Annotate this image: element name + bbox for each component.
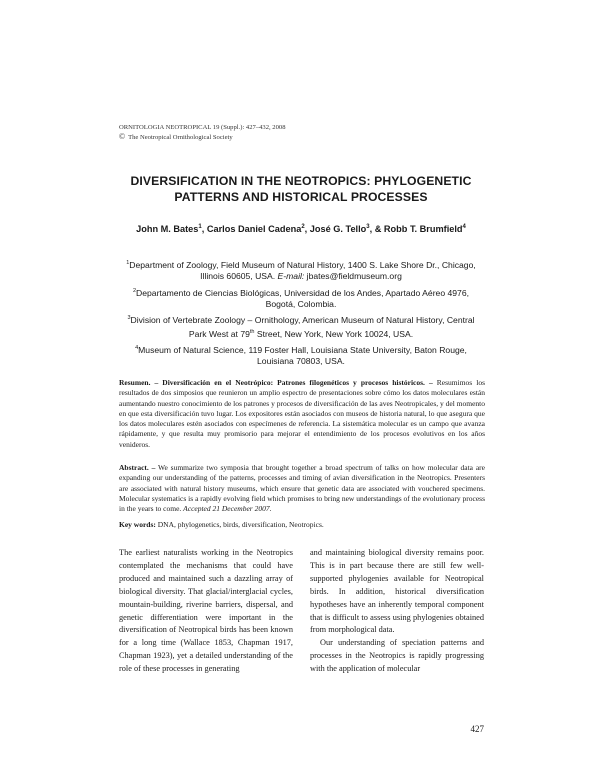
body-paragraph: The earliest naturalists working in the Neotropics contemplated the mechanisms that could have produced and maintained such a dazzling array of biological diversity. That glacial/interglacial cycles, mountain-building, riverine barriers, dispersal, and genetic differentiation were important in the diversification of Neotropical birds has been known for a long time (Wallace 1853, Chapman 1917, Chapman 1923), yet a detailed understanding of the role of these processes in generating <box>119 548 293 674</box>
journal-header <box>119 124 286 142</box>
affiliation-marker: 2 <box>132 287 137 294</box>
affiliation-text: Division of Vertebrate Zoology – Ornithology, American Museum of Natural History, Central Park West at 79 <box>130 315 475 339</box>
ordinal-suffix: th <box>249 328 255 335</box>
keywords-section <box>119 520 485 530</box>
resumen-body: Resumimos los resultados de dos simposios que reunieron un amplio espectro de presentaciones sobre cómo los datos moleculares están aumentando nuestro conocimiento de los patrones y procesos de diversificación de las aves Neotropicales, y del momento en que esta diversificación tuvo lugar. Los expositores están asociados con museos de historia natural, lo que asegura que los datos moleculares estén asociados con especímenes de referencia. La sistemática molecular es un campo que avanza rápidamente, y que resulta muy promisorio para mejorar el entendimiento de los procesos evolutivos en los años venideros. <box>119 378 485 449</box>
affiliation-text: Museum of Natural Science, 119 Foster Hall, Louisiana State University, Baton Rouge, Louisiana 70803, USA. <box>138 344 467 367</box>
keywords-label: Key words: <box>119 520 156 529</box>
society-name: The Neotropical Ornithological Society <box>128 133 233 141</box>
body-paragraph: Our understanding of speciation patterns and processes in the Neotropics is rapidly progressing with the application of molecular <box>310 638 484 674</box>
affiliation-1 <box>119 258 483 283</box>
title-line-1: DIVERSIFICATION IN THE NEOTROPICS: PHYLOGENETIC <box>130 174 472 188</box>
page-number: 427 <box>470 724 484 734</box>
affiliation-2 <box>119 286 483 311</box>
body-paragraph: and maintaining biological diversity remains poor. This is in part because there are still few well-supported phylogenies available for Neotropical birds. In addition, historical diversification hypotheses have an inherently temporal component that is difficult to assess using phylogenies obtained from morphological data. <box>310 548 484 635</box>
affiliation-text: Departamento de Ciencias Biológicas, Universidad de los Andes, Apartado Aéreo 4976, Bogotá, Colombia. <box>136 287 470 310</box>
affiliation-marker: 4 <box>135 344 139 351</box>
copyright-icon: © <box>119 131 126 141</box>
journal-citation: ORNITOLOGIA NEOTROPICAL 19 (Suppl.): 427–432, 2008 <box>119 124 286 131</box>
affiliation-marker: 3 <box>127 315 131 322</box>
affiliation-text: Street, New York, New York 10024, USA. <box>254 328 414 339</box>
accepted-date: Accepted 21 December 2007. <box>183 504 272 514</box>
abstract-section <box>119 463 485 514</box>
resumen-heading: Resumen. – Diversificación en el Neotrópico: Patrones filogenéticos y procesos históricos. – <box>119 378 433 387</box>
author-affiliation-marker: 3 <box>366 224 370 230</box>
journal-society <box>119 133 286 143</box>
email-link[interactable]: jbates@fieldmuseum.org <box>304 271 402 282</box>
paper-title <box>119 173 483 205</box>
author-list <box>119 221 483 235</box>
author-affiliation-marker: 2 <box>301 224 305 230</box>
title-line-2: PATTERNS AND HISTORICAL PROCESSES <box>174 190 428 204</box>
affiliations <box>119 258 483 370</box>
author-name: Robb T. Brumfield <box>383 224 463 235</box>
affiliation-4 <box>119 343 483 368</box>
author-affiliation-marker: 4 <box>462 224 466 230</box>
author-name: John M. Bates <box>136 224 199 235</box>
author-separator: , & <box>369 224 384 235</box>
resumen-section <box>119 378 485 450</box>
author-affiliation-marker: 1 <box>198 224 202 230</box>
affiliation-marker: 1 <box>126 260 130 266</box>
body-column-right <box>310 547 484 676</box>
keywords-text: DNA, phylogenetics, birds, diversification, Neotropics. <box>155 520 324 529</box>
email-label: E-mail: <box>277 271 305 282</box>
author-name: José G. Tello <box>309 224 367 235</box>
author-name: Carlos Daniel Cadena <box>206 224 302 235</box>
affiliation-text: Department of Zoology, Field Museum of Natural History, 1400 S. Lake Shore Dr., Chicago, Illinois 60605, USA. <box>129 259 476 282</box>
body-column-left <box>119 547 293 676</box>
abstract-heading: Abstract. – <box>119 463 156 472</box>
affiliation-3 <box>119 313 483 340</box>
author-separator: , <box>304 224 310 235</box>
author-separator: , <box>201 224 207 235</box>
abstract-body: We summarize two symposia that brought together a broad spectrum of talks on how molecular data are expanding our understanding of the patterns, processes and timing of avian diversification in the Neotropics. Presenters are associated with natural history museums, which ensure that genetic data are associated with vouchered specimens. Molecular systematics is a rapidly evolving field which promises to bring new understandings of the evolutionary process in the years to come. <box>119 463 485 514</box>
